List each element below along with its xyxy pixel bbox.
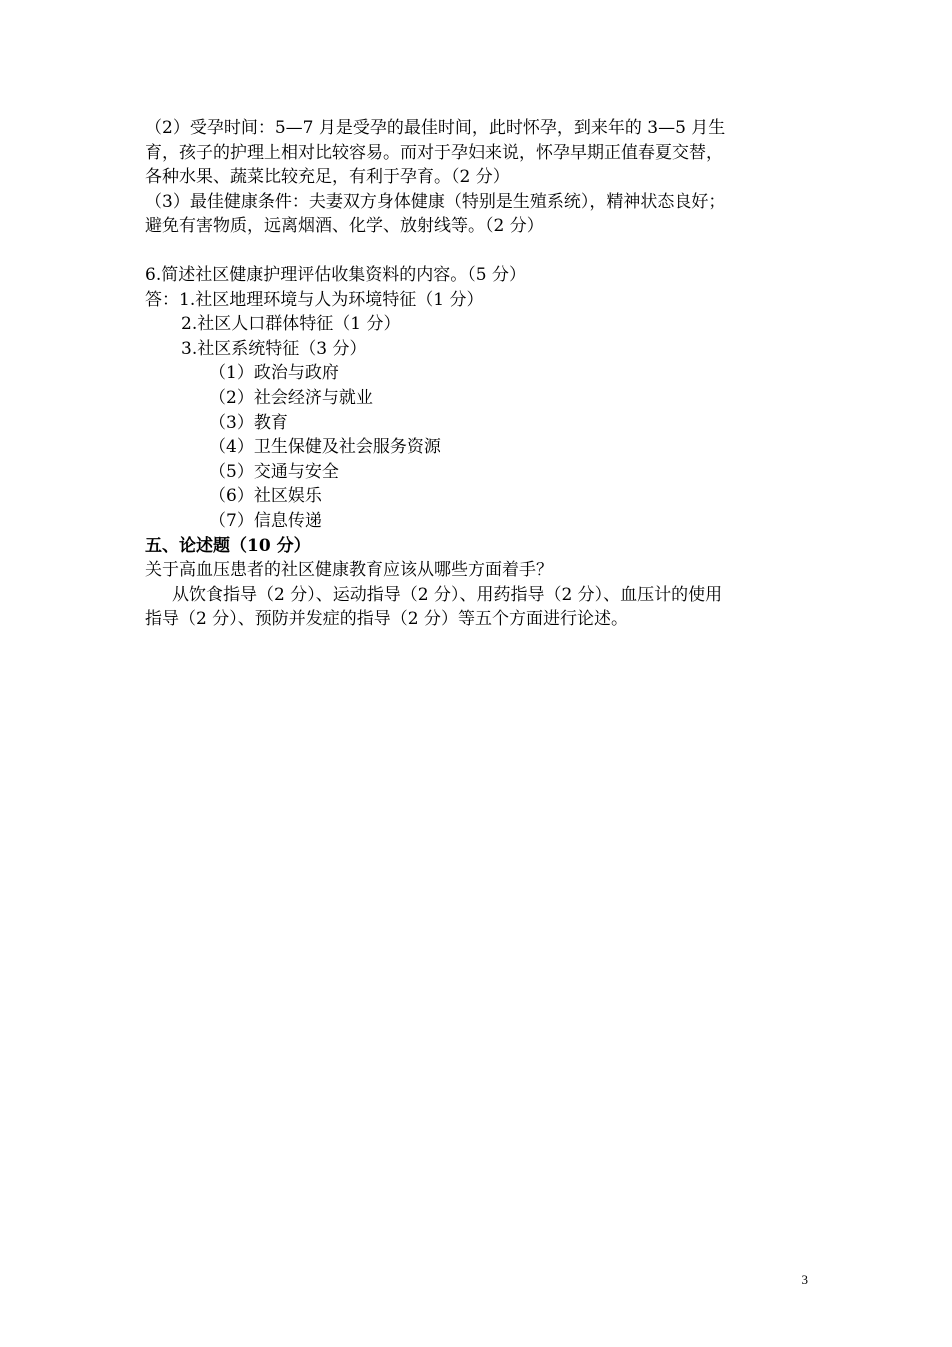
question6-answer-1: 答：1.社区地理环境与人为环境特征（1 分） (145, 289, 484, 310)
section5-question: 关于高血压患者的社区健康教育应该从哪些方面着手？ (145, 560, 553, 581)
section5-answer-line2: 指导（2 分）、预防并发症的指导（2 分）等五个方面进行论述。 (145, 609, 628, 630)
conception-item3-line1: （3）最佳健康条件：夫妻双方身体健康（特别是生殖系统），精神状态良好； (145, 191, 726, 212)
page-number: 3 (801, 1272, 808, 1287)
conception-item2-line3: 各种水果、蔬菜比较充足，有利于孕育。（2 分） (145, 167, 510, 188)
list-item: （2）社会经济与就业 (209, 387, 373, 408)
paragraph-gap (145, 239, 813, 263)
conception-item3-line2: 避免有害物质，远离烟酒、化学、放射线等。（2 分） (145, 216, 544, 237)
list-item: （4）卫生保健及社会服务资源 (209, 437, 441, 458)
question6-answer-3: 3.社区系统特征（3 分） (181, 338, 367, 359)
list-item: （3）教育 (209, 412, 288, 433)
conception-item2-line1: （2）受孕时间：5—7 月是受孕的最佳时间，此时怀孕，到来年的 3—5 月生 (145, 118, 726, 138)
list-item: （7）信息传递 (209, 510, 322, 531)
question6-title: 6.简述社区健康护理评估收集资料的内容。（5 分） (145, 264, 526, 285)
document-body (145, 116, 813, 632)
list-item: （1）政治与政府 (209, 363, 339, 384)
list-item: （6）社区娱乐 (209, 486, 322, 507)
question6-answer-2: 2.社区人口群体特征（1 分） (181, 314, 401, 335)
list-item: （5）交通与安全 (209, 461, 339, 482)
conception-item2-line2: 育，孩子的护理上相对比较容易。而对于孕妇来说，怀孕早期正值春夏交替， (145, 142, 723, 163)
section5-answer-line1: 从饮食指导（2 分）、运动指导（2 分）、用药指导（2 分）、血压计的使用 (172, 584, 723, 605)
section5-heading: 五、论述题（10 分） (145, 535, 311, 556)
